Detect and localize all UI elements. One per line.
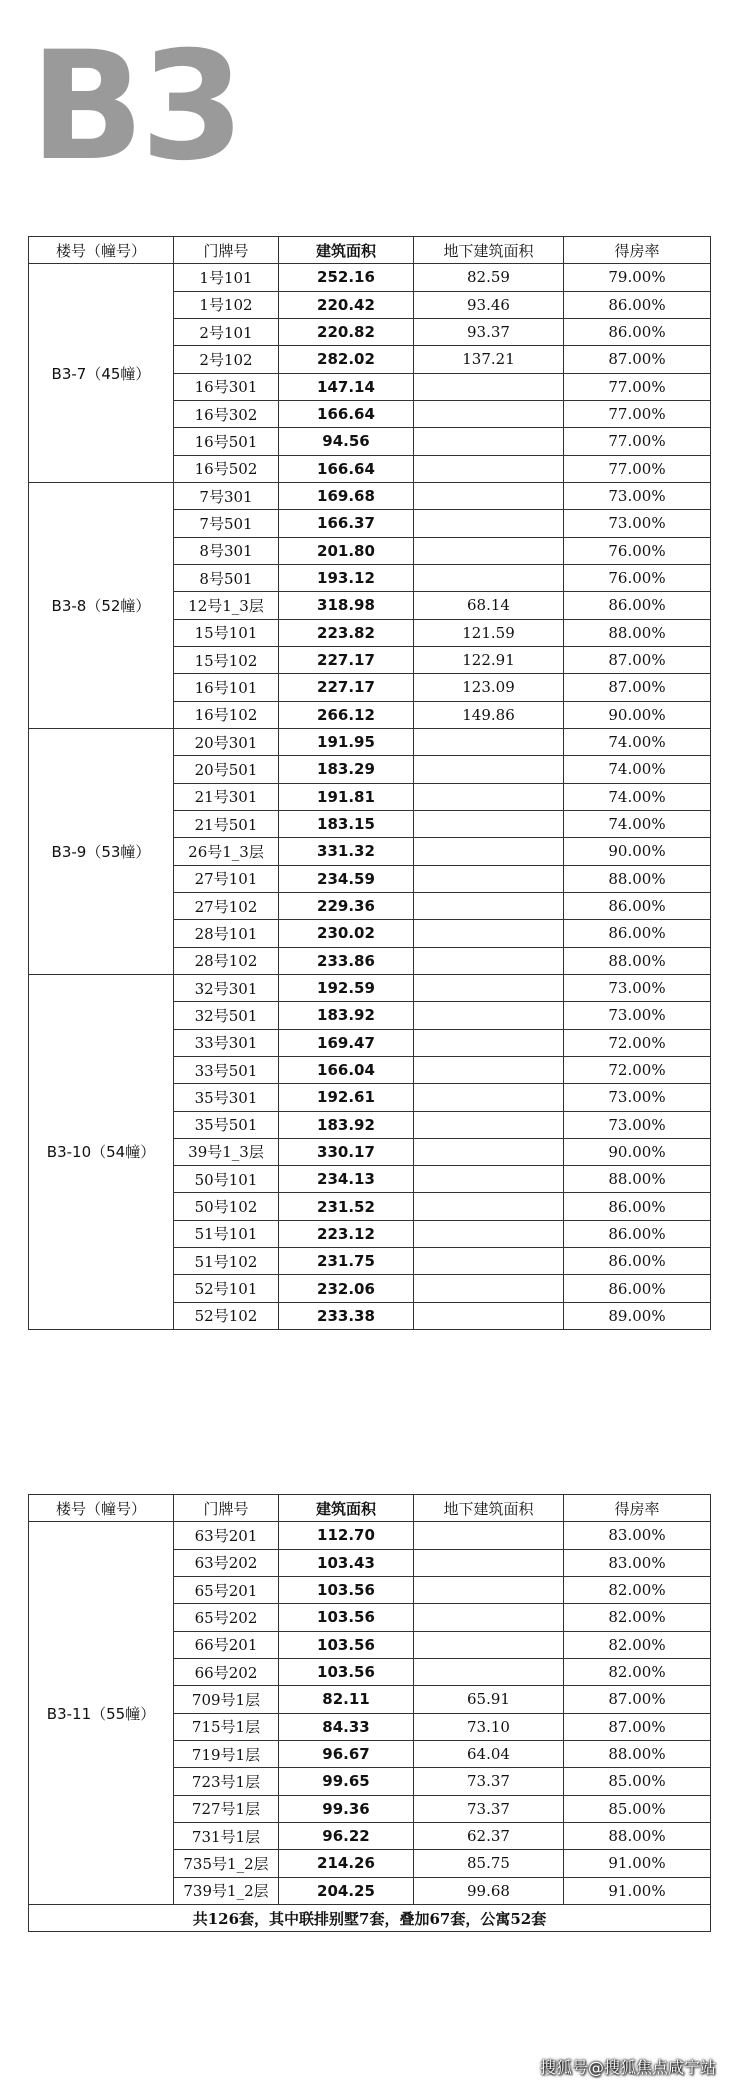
door-number-cell: 7号501 [174,510,279,537]
underground-area-cell [414,1658,564,1685]
floor-area-cell: 103.56 [279,1631,414,1658]
efficiency-ratio-cell: 88.00% [564,619,711,646]
table-row [29,974,711,1001]
floor-area-cell: 232.06 [279,1275,414,1302]
door-number-cell: 39号1_3层 [174,1138,279,1165]
efficiency-ratio-cell: 86.00% [564,318,711,345]
header-building: 楼号（幢号） [29,1495,174,1522]
floor-area-cell: 183.92 [279,1002,414,1029]
door-number-cell: 63号201 [174,1522,279,1549]
efficiency-ratio-cell: 77.00% [564,455,711,482]
floor-area-cell: 220.42 [279,291,414,318]
header-building: 楼号（幢号） [29,237,174,264]
door-number-cell: 723号1层 [174,1768,279,1795]
door-number-cell: 16号301 [174,373,279,400]
floor-area-cell: 234.13 [279,1166,414,1193]
header-underground-area: 地下建筑面积 [414,237,564,264]
floor-area-cell: 147.14 [279,373,414,400]
header-underground-area: 地下建筑面积 [414,1495,564,1522]
door-number-cell: 21号501 [174,810,279,837]
floor-area-cell: 183.92 [279,1111,414,1138]
underground-area-cell [414,728,564,755]
underground-area-cell: 122.91 [414,646,564,673]
building-cell: B3-8（52幢） [29,482,174,728]
floor-area-cell: 220.82 [279,318,414,345]
floor-area-cell: 231.52 [279,1193,414,1220]
underground-area-cell [414,510,564,537]
table-row [29,1522,711,1549]
door-number-cell: 50号101 [174,1166,279,1193]
door-number-cell: 51号102 [174,1248,279,1275]
floor-area-cell: 233.86 [279,947,414,974]
door-number-cell: 12号1_3层 [174,592,279,619]
floor-area-cell: 252.16 [279,264,414,291]
underground-area-cell [414,1193,564,1220]
floor-area-cell: 233.38 [279,1302,414,1329]
underground-area-cell [414,1084,564,1111]
building-cell: B3-7（45幢） [29,264,174,483]
floor-area-cell: 223.82 [279,619,414,646]
floor-area-cell: 84.33 [279,1713,414,1740]
underground-area-cell: 149.86 [414,701,564,728]
door-number-cell: 65号201 [174,1576,279,1603]
floor-area-cell: 282.02 [279,346,414,373]
efficiency-ratio-cell: 74.00% [564,810,711,837]
efficiency-ratio-cell: 82.00% [564,1631,711,1658]
underground-area-cell [414,482,564,509]
underground-area-cell [414,1111,564,1138]
door-number-cell: 731号1层 [174,1822,279,1849]
underground-area-cell [414,564,564,591]
floor-area-cell: 204.25 [279,1877,414,1904]
efficiency-ratio-cell: 91.00% [564,1877,711,1904]
underground-area-cell: 68.14 [414,592,564,619]
efficiency-ratio-cell: 86.00% [564,1220,711,1247]
door-number-cell: 739号1_2层 [174,1877,279,1904]
door-number-cell: 20号301 [174,728,279,755]
table-row [29,728,711,755]
underground-area-cell [414,373,564,400]
underground-area-cell: 123.09 [414,674,564,701]
floor-area-cell: 330.17 [279,1138,414,1165]
underground-area-cell [414,400,564,427]
efficiency-ratio-cell: 72.00% [564,1029,711,1056]
table-header-row [29,1495,711,1522]
floor-area-cell: 193.12 [279,564,414,591]
underground-area-cell: 82.59 [414,264,564,291]
door-number-cell: 52号102 [174,1302,279,1329]
efficiency-ratio-cell: 90.00% [564,1138,711,1165]
floor-area-cell: 192.59 [279,974,414,1001]
efficiency-ratio-cell: 74.00% [564,728,711,755]
underground-area-cell [414,1056,564,1083]
table-row [29,264,711,291]
floor-area-cell: 318.98 [279,592,414,619]
underground-area-cell: 62.37 [414,1822,564,1849]
header-door-number: 门牌号 [174,1495,279,1522]
floor-area-cell: 82.11 [279,1686,414,1713]
efficiency-ratio-cell: 82.00% [564,1576,711,1603]
efficiency-ratio-cell: 73.00% [564,1084,711,1111]
underground-area-cell: 93.46 [414,291,564,318]
header-door-number: 门牌号 [174,237,279,264]
door-number-cell: 65号202 [174,1604,279,1631]
door-number-cell: 16号501 [174,428,279,455]
door-number-cell: 2号101 [174,318,279,345]
efficiency-ratio-cell: 89.00% [564,1302,711,1329]
building-cell: B3-10（54幢） [29,974,174,1329]
door-number-cell: 35号501 [174,1111,279,1138]
door-number-cell: 7号301 [174,482,279,509]
underground-area-cell [414,1275,564,1302]
efficiency-ratio-cell: 87.00% [564,346,711,373]
efficiency-ratio-cell: 86.00% [564,1275,711,1302]
door-number-cell: 727号1层 [174,1795,279,1822]
table-row [29,482,711,509]
floor-area-cell: 223.12 [279,1220,414,1247]
floor-area-cell: 166.64 [279,400,414,427]
door-number-cell: 8号501 [174,564,279,591]
efficiency-ratio-cell: 87.00% [564,646,711,673]
door-number-cell: 8号301 [174,537,279,564]
underground-area-cell: 73.10 [414,1713,564,1740]
underground-area-cell [414,756,564,783]
underground-area-cell [414,1220,564,1247]
underground-area-cell: 99.68 [414,1877,564,1904]
efficiency-ratio-cell: 87.00% [564,1713,711,1740]
underground-area-cell: 64.04 [414,1740,564,1767]
underground-area-cell [414,947,564,974]
efficiency-ratio-cell: 73.00% [564,510,711,537]
floor-area-cell: 96.67 [279,1740,414,1767]
underground-area-cell [414,1549,564,1576]
floor-area-cell: 166.37 [279,510,414,537]
floor-area-cell: 201.80 [279,537,414,564]
underground-area-cell: 73.37 [414,1795,564,1822]
units-table-1 [28,236,711,1330]
efficiency-ratio-cell: 77.00% [564,428,711,455]
floor-area-cell: 94.56 [279,428,414,455]
table-header-row [29,237,711,264]
door-number-cell: 15号102 [174,646,279,673]
efficiency-ratio-cell: 86.00% [564,1248,711,1275]
efficiency-ratio-cell: 73.00% [564,974,711,1001]
header-floor-area: 建筑面积 [279,1495,414,1522]
efficiency-ratio-cell: 85.00% [564,1795,711,1822]
underground-area-cell [414,1138,564,1165]
underground-area-cell [414,865,564,892]
door-number-cell: 21号301 [174,783,279,810]
underground-area-cell [414,1604,564,1631]
underground-area-cell: 65.91 [414,1686,564,1713]
underground-area-cell [414,1002,564,1029]
underground-area-cell [414,783,564,810]
floor-area-cell: 103.56 [279,1576,414,1603]
watermark: 搜狐号@搜狐焦点咸宁站 [539,2058,716,2077]
underground-area-cell [414,1522,564,1549]
floor-area-cell: 214.26 [279,1850,414,1877]
door-number-cell: 735号1_2层 [174,1850,279,1877]
door-number-cell: 16号102 [174,701,279,728]
floor-area-cell: 231.75 [279,1248,414,1275]
door-number-cell: 28号101 [174,920,279,947]
door-number-cell: 709号1层 [174,1686,279,1713]
underground-area-cell: 85.75 [414,1850,564,1877]
underground-area-cell [414,1248,564,1275]
efficiency-ratio-cell: 86.00% [564,920,711,947]
underground-area-cell [414,1166,564,1193]
efficiency-ratio-cell: 86.00% [564,592,711,619]
door-number-cell: 66号201 [174,1631,279,1658]
floor-area-cell: 103.56 [279,1604,414,1631]
underground-area-cell: 73.37 [414,1768,564,1795]
efficiency-ratio-cell: 77.00% [564,400,711,427]
door-number-cell: 715号1层 [174,1713,279,1740]
units-table-2 [28,1494,711,1932]
floor-area-cell: 192.61 [279,1084,414,1111]
underground-area-cell [414,1576,564,1603]
efficiency-ratio-cell: 83.00% [564,1522,711,1549]
floor-area-cell: 169.47 [279,1029,414,1056]
building-cell: B3-11（55幢） [29,1522,174,1905]
underground-area-cell [414,838,564,865]
door-number-cell: 66号202 [174,1658,279,1685]
efficiency-ratio-cell: 88.00% [564,1740,711,1767]
door-number-cell: 26号1_3层 [174,838,279,865]
underground-area-cell: 93.37 [414,318,564,345]
floor-area-cell: 234.59 [279,865,414,892]
floor-area-cell: 227.17 [279,674,414,701]
efficiency-ratio-cell: 86.00% [564,291,711,318]
floor-area-cell: 166.64 [279,455,414,482]
underground-area-cell [414,428,564,455]
floor-area-cell: 191.81 [279,783,414,810]
building-cell: B3-9（53幢） [29,728,174,974]
floor-area-cell: 229.36 [279,892,414,919]
underground-area-cell [414,892,564,919]
door-number-cell: 2号102 [174,346,279,373]
underground-area-cell [414,920,564,947]
efficiency-ratio-cell: 76.00% [564,537,711,564]
efficiency-ratio-cell: 86.00% [564,1193,711,1220]
summary-row [29,1904,711,1931]
floor-area-cell: 183.29 [279,756,414,783]
door-number-cell: 1号101 [174,264,279,291]
efficiency-ratio-cell: 86.00% [564,892,711,919]
floor-area-cell: 266.12 [279,701,414,728]
floor-area-cell: 103.43 [279,1549,414,1576]
door-number-cell: 15号101 [174,619,279,646]
door-number-cell: 63号202 [174,1549,279,1576]
efficiency-ratio-cell: 74.00% [564,783,711,810]
efficiency-ratio-cell: 83.00% [564,1549,711,1576]
door-number-cell: 32号301 [174,974,279,1001]
underground-area-cell [414,1631,564,1658]
header-floor-area: 建筑面积 [279,237,414,264]
efficiency-ratio-cell: 77.00% [564,373,711,400]
efficiency-ratio-cell: 88.00% [564,1822,711,1849]
efficiency-ratio-cell: 82.00% [564,1604,711,1631]
efficiency-ratio-cell: 87.00% [564,674,711,701]
header-efficiency-ratio: 得房率 [564,1495,711,1522]
underground-area-cell [414,810,564,837]
underground-area-cell [414,1302,564,1329]
door-number-cell: 33号301 [174,1029,279,1056]
efficiency-ratio-cell: 76.00% [564,564,711,591]
efficiency-ratio-cell: 82.00% [564,1658,711,1685]
door-number-cell: 52号101 [174,1275,279,1302]
efficiency-ratio-cell: 73.00% [564,1002,711,1029]
efficiency-ratio-cell: 88.00% [564,947,711,974]
door-number-cell: 16号101 [174,674,279,701]
floor-area-cell: 230.02 [279,920,414,947]
summary-text: 共126套，其中联排别墅7套，叠加67套，公寓52套 [29,1904,711,1931]
floor-area-cell: 183.15 [279,810,414,837]
underground-area-cell [414,537,564,564]
efficiency-ratio-cell: 73.00% [564,482,711,509]
floor-area-cell: 191.95 [279,728,414,755]
floor-area-cell: 166.04 [279,1056,414,1083]
door-number-cell: 16号302 [174,400,279,427]
floor-area-cell: 331.32 [279,838,414,865]
door-number-cell: 33号501 [174,1056,279,1083]
door-number-cell: 16号502 [174,455,279,482]
floor-area-cell: 96.22 [279,1822,414,1849]
door-number-cell: 51号101 [174,1220,279,1247]
door-number-cell: 719号1层 [174,1740,279,1767]
door-number-cell: 20号501 [174,756,279,783]
door-number-cell: 28号102 [174,947,279,974]
floor-area-cell: 169.68 [279,482,414,509]
efficiency-ratio-cell: 90.00% [564,701,711,728]
underground-area-cell: 121.59 [414,619,564,646]
efficiency-ratio-cell: 88.00% [564,865,711,892]
underground-area-cell [414,974,564,1001]
door-number-cell: 1号102 [174,291,279,318]
page-title: B3 [30,20,241,194]
header-efficiency-ratio: 得房率 [564,237,711,264]
door-number-cell: 50号102 [174,1193,279,1220]
efficiency-ratio-cell: 79.00% [564,264,711,291]
efficiency-ratio-cell: 90.00% [564,838,711,865]
floor-area-cell: 227.17 [279,646,414,673]
door-number-cell: 32号501 [174,1002,279,1029]
efficiency-ratio-cell: 74.00% [564,756,711,783]
floor-area-cell: 103.56 [279,1658,414,1685]
door-number-cell: 27号102 [174,892,279,919]
floor-area-cell: 112.70 [279,1522,414,1549]
underground-area-cell: 137.21 [414,346,564,373]
floor-area-cell: 99.36 [279,1795,414,1822]
door-number-cell: 27号101 [174,865,279,892]
efficiency-ratio-cell: 73.00% [564,1111,711,1138]
efficiency-ratio-cell: 85.00% [564,1768,711,1795]
efficiency-ratio-cell: 88.00% [564,1166,711,1193]
underground-area-cell [414,455,564,482]
efficiency-ratio-cell: 72.00% [564,1056,711,1083]
efficiency-ratio-cell: 91.00% [564,1850,711,1877]
floor-area-cell: 99.65 [279,1768,414,1795]
efficiency-ratio-cell: 87.00% [564,1686,711,1713]
underground-area-cell [414,1029,564,1056]
door-number-cell: 35号301 [174,1084,279,1111]
